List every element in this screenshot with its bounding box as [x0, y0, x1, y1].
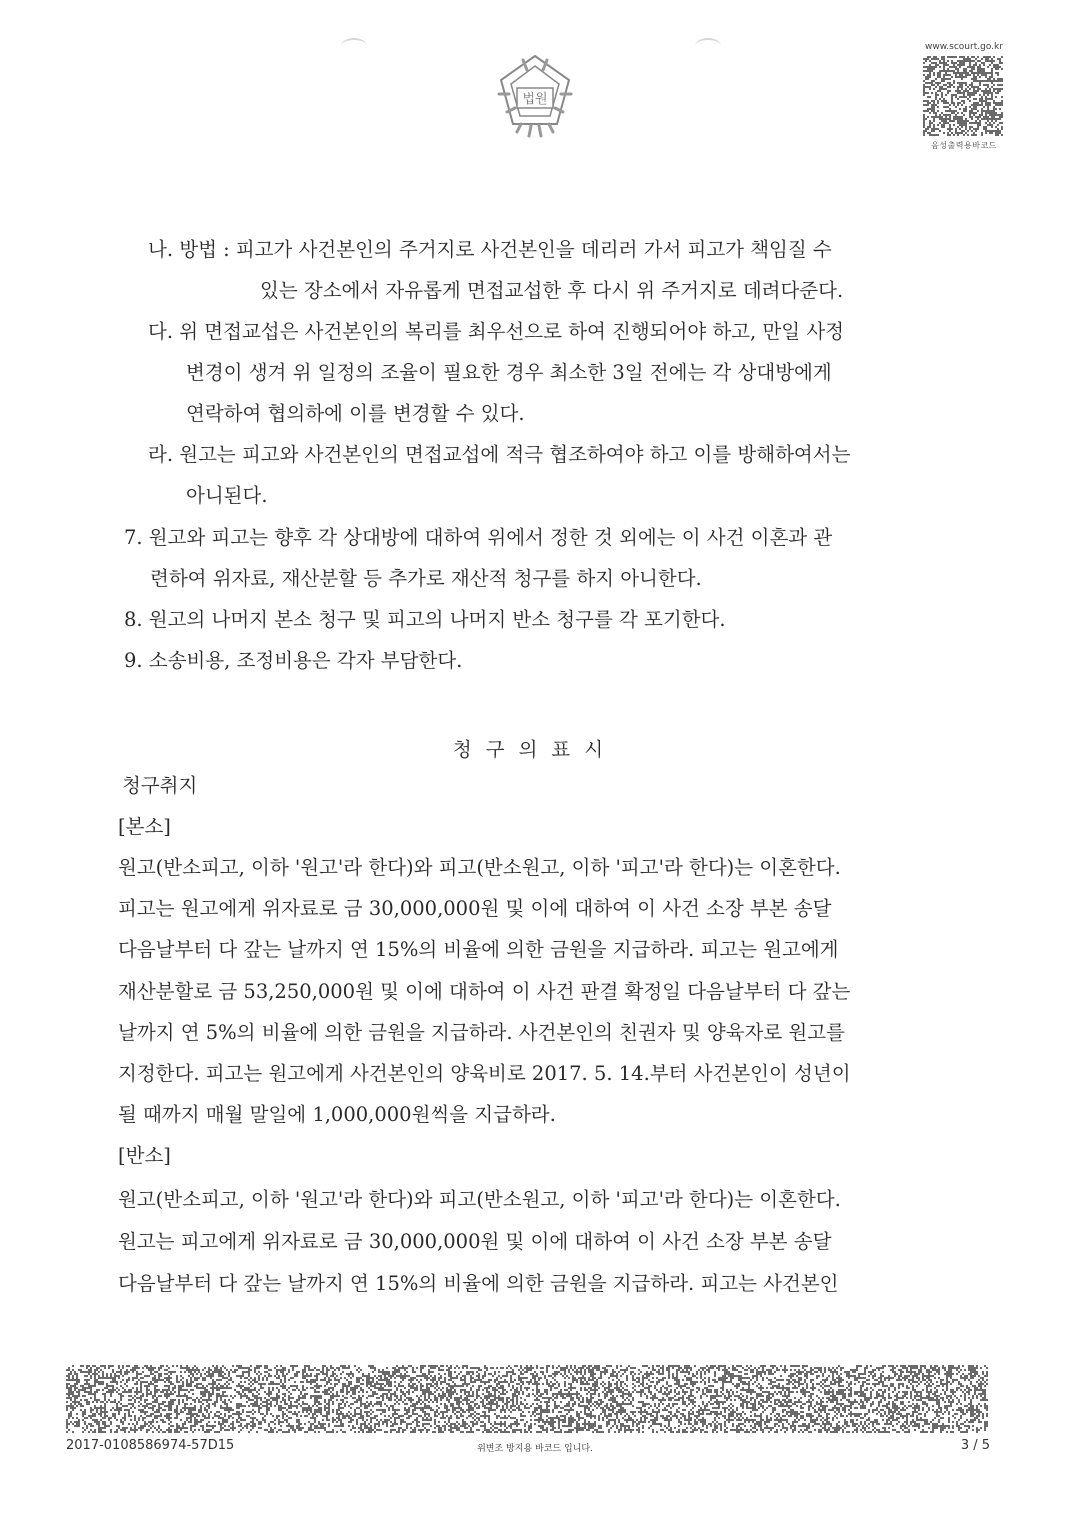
body-line: 다. 위 면접교섭은 사건본인의 복리를 최우선으로 하여 진행되어야 하고, 만일 사정 [148, 320, 845, 343]
document-id: 2017-0108586974-57D15 [66, 1438, 235, 1453]
anti-forgery-barcode-icon [66, 1365, 988, 1433]
qr-caption: 음성출력용바코드 [931, 141, 997, 150]
body-line: 라. 원고는 피고와 사건본인의 면접교섭에 적극 협조하여야 하고 이를 방해하여서는 [148, 443, 851, 466]
counter-suit-line: 원고(반소피고, 이하 '원고'라 한다)와 피고(반소원고, 이하 '피고'라 한다)는 이혼한다. [118, 1188, 841, 1211]
qr-url: www.scourt.go.kr [925, 42, 1003, 52]
main-suit-line: 지정한다. 피고는 원고에게 사건본인의 양육비로 2017. 5. 14.부터 사건본인이 성년이 [118, 1062, 851, 1085]
main-suit-line: 피고는 원고에게 위자료로 금 30,000,000원 및 이에 대하여 이 사건 소장 부본 송달 [118, 897, 832, 920]
main-suit-label: [본소] [118, 815, 171, 838]
main-suit-line: 원고(반소피고, 이하 '원고'라 한다)와 피고(반소원고, 이하 '피고'라 한다)는 이혼한다. [118, 856, 841, 879]
main-suit-line: 될 때까지 매월 말일에 1,000,000원씩을 지급하라. [118, 1103, 556, 1126]
main-suit-line: 재산분할로 금 53,250,000원 및 이에 대하여 이 사건 판결 확정일 다음날부터 다 갚는 [118, 980, 851, 1003]
punch-hole-mark [341, 38, 367, 54]
body-line: 8. 원고의 나머지 본소 청구 및 피고의 나머지 반소 청구를 각 포기한다. [124, 608, 726, 631]
body-line: 7. 원고와 피고는 향후 각 상대방에 대하여 위에서 정한 것 외에는 이 사건 이혼과 관 [124, 526, 833, 549]
body-line: 있는 장소에서 자유롭게 면접교섭한 후 다시 위 주거지로 데려다준다. [260, 279, 844, 302]
body-line: 나. 방법 : 피고가 사건본인의 주거지로 사건본인을 데리러 가서 피고가 책임질 수 [148, 238, 832, 261]
emblem-text: 법원 [522, 92, 548, 107]
counter-suit-line: 원고는 피고에게 위자료로 금 30,000,000원 및 이에 대하여 이 사건 소장 부본 송달 [118, 1230, 832, 1253]
barcode-note: 위변조 방지용 바코드 입니다. [477, 1444, 593, 1454]
main-suit-line: 날까지 연 5%의 비율에 의한 금원을 지급하라. 사건본인의 친권자 및 양육자로 원고를 [118, 1021, 845, 1044]
page-number: 3 / 5 [960, 1438, 990, 1453]
qr-code-icon [923, 56, 1003, 136]
body-line: 련하여 위자료, 재산분할 등 추가로 재산적 청구를 하지 아니한다. [150, 567, 702, 590]
main-suit-line: 다음날부터 다 갚는 날까지 연 15%의 비율에 의한 금원을 지급하라. 피고는 원고에게 [118, 938, 839, 961]
body-line: 변경이 생겨 위 일정의 조율이 필요한 경우 최소한 3일 전에는 각 상대방에게 [186, 361, 832, 384]
counter-suit-label: [반소] [118, 1144, 171, 1167]
section-title: 청구의표시 [452, 738, 618, 761]
claim-heading: 청구취지 [122, 774, 198, 797]
body-line: 연락하여 협의하에 이를 변경할 수 있다. [186, 402, 525, 425]
punch-hole-mark [695, 38, 721, 54]
counter-suit-line: 다음날부터 다 갚는 날까지 연 15%의 비율에 의한 금원을 지급하라. 피고는 사건본인 [118, 1272, 839, 1295]
court-emblem-icon [493, 50, 577, 146]
body-line: 9. 소송비용, 조정비용은 각자 부담한다. [124, 649, 463, 672]
body-line: 아니된다. [186, 484, 268, 507]
